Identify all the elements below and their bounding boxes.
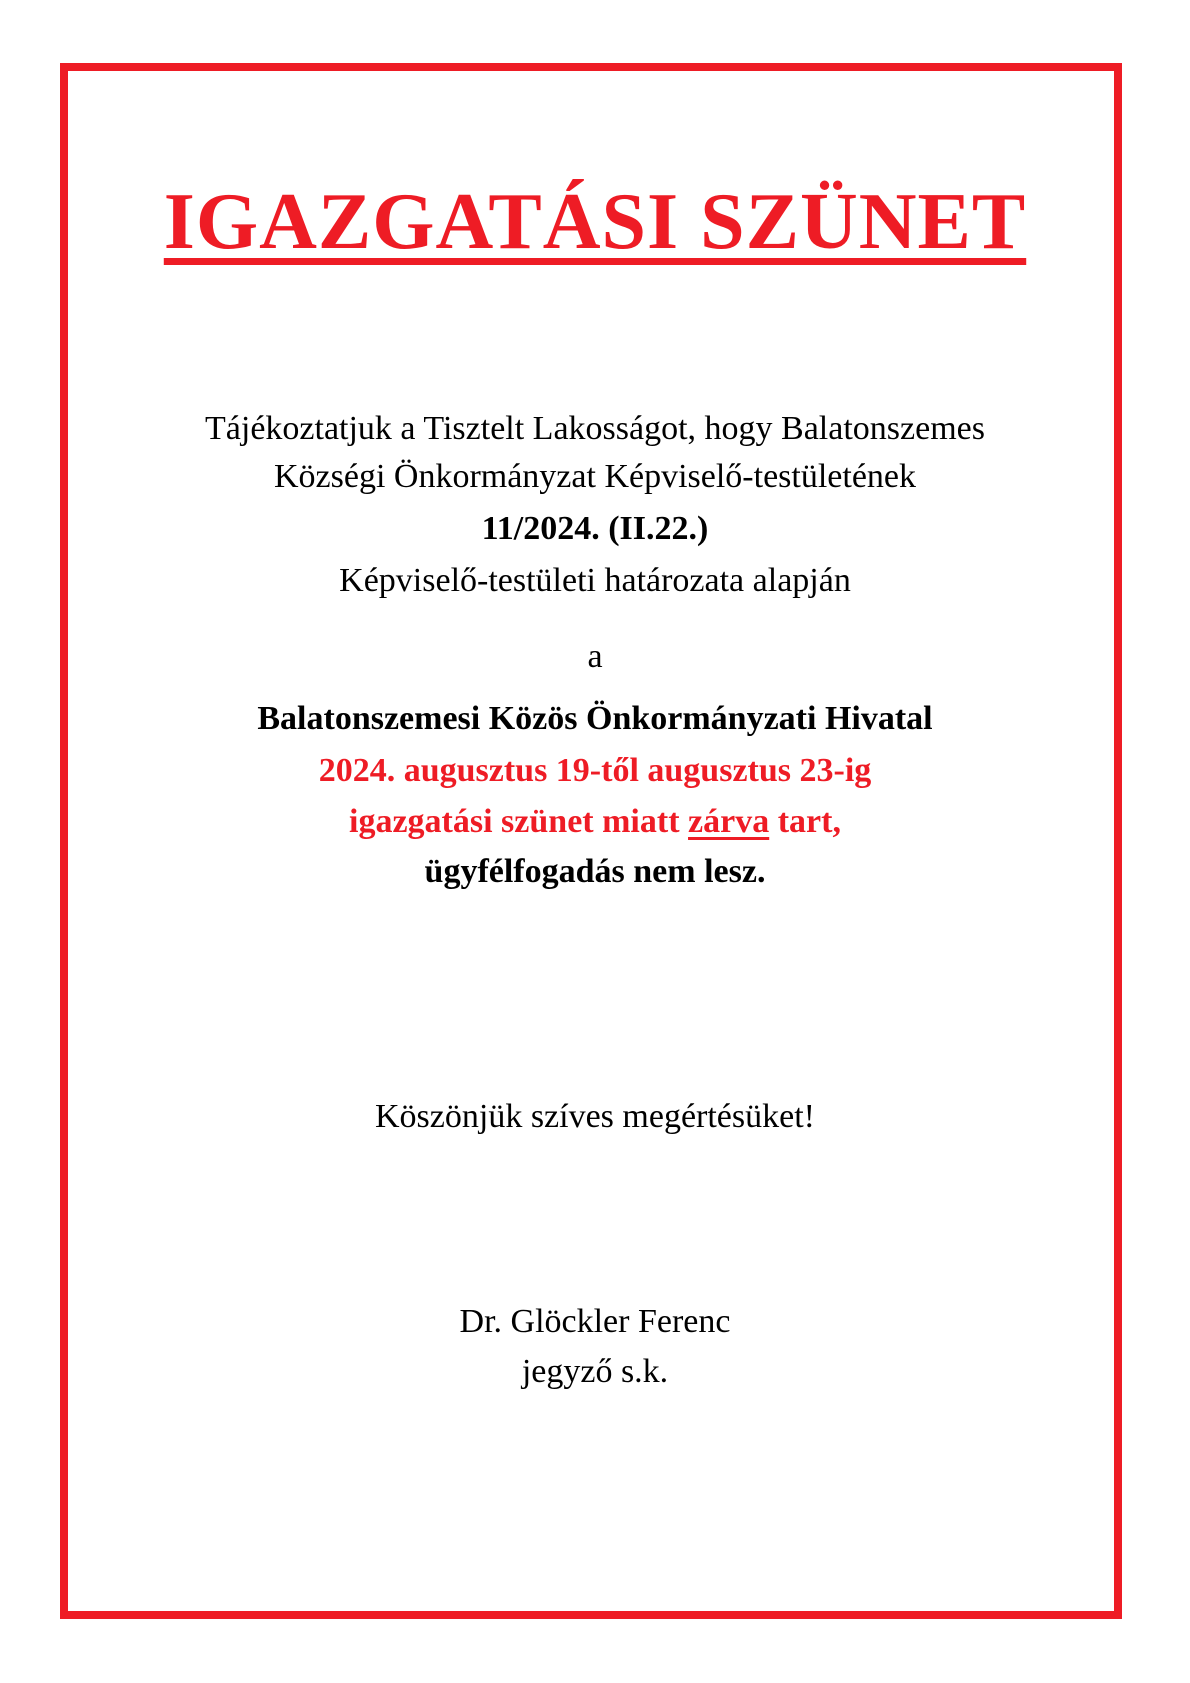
closed-word: zárva — [688, 803, 770, 840]
closure-dates: 2024. augusztus 19-től augusztus 23-ig — [318, 752, 872, 789]
closure-statement-post: tart, — [769, 803, 841, 840]
notice-title — [0, 178, 1190, 266]
closure-statement-pre: igazgatási szünet miatt — [349, 803, 689, 840]
intro-line-1: Tájékoztatjuk a Tisztelt Lakosságot, hogy Balatonszemes — [205, 410, 985, 447]
office-name: Balatonszemesi Közös Önkormányzati Hivatal — [257, 700, 933, 737]
article-a: a — [587, 638, 603, 675]
signer-name: Dr. Glöckler Ferenc — [459, 1303, 731, 1340]
no-reception: ügyfélfogadás nem lesz. — [424, 853, 766, 890]
closure-statement — [0, 805, 1190, 839]
intro-line-2: Községi Önkormányzat Képviselő-testületének — [273, 458, 916, 495]
notice-title-text: IGAZGATÁSI SZÜNET — [163, 178, 1027, 266]
resolution-line: Képviselő-testületi határozata alapján — [339, 562, 851, 599]
resolution-number: 11/2024. (II.22.) — [481, 510, 709, 547]
signer-title: jegyző s.k. — [521, 1353, 669, 1390]
thanks-line: Köszönjük szíves megértésüket! — [375, 1098, 815, 1135]
